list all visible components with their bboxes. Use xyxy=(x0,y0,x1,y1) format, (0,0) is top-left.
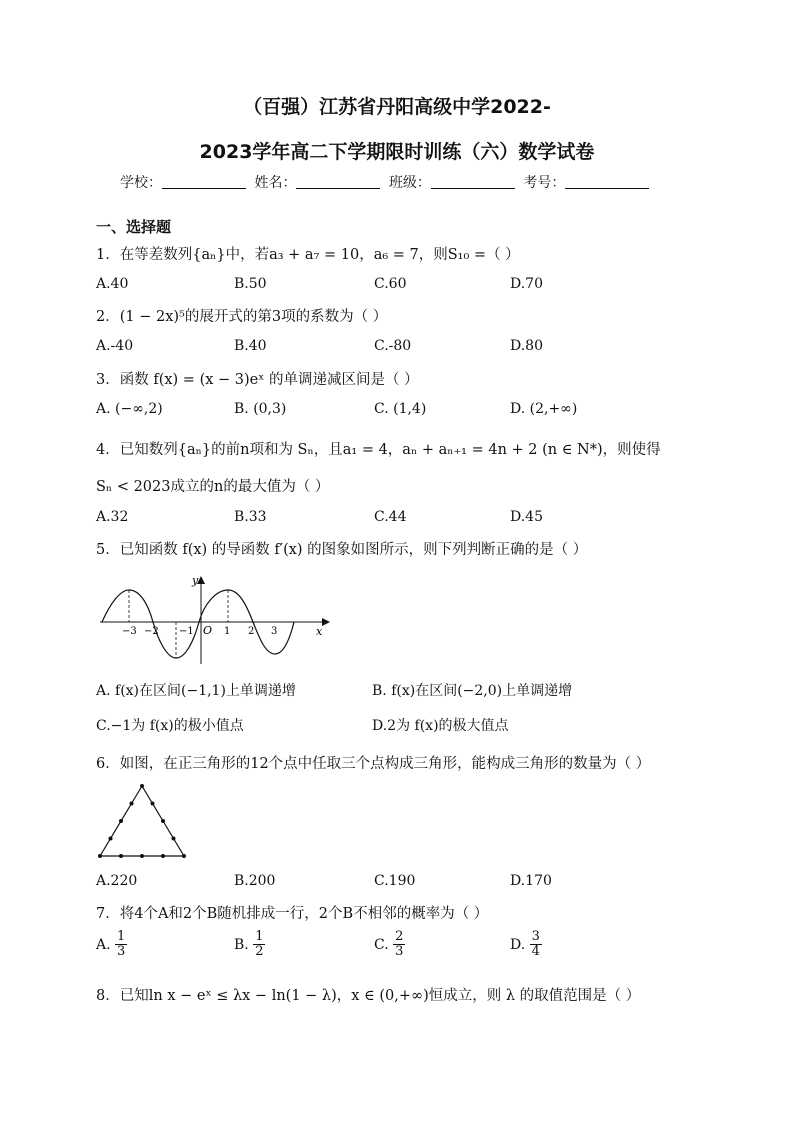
name-blank xyxy=(296,174,380,189)
question-1 xyxy=(96,243,520,264)
triangle-points xyxy=(98,784,186,858)
question-number: 8． xyxy=(96,988,120,1004)
page-title-line2: 2023学年高二下学期限时训练（六）数学试卷 xyxy=(199,141,595,163)
tick-label-2: 2 xyxy=(248,626,255,637)
option-b: B. $\frac{1}{2}$ xyxy=(234,929,264,960)
point xyxy=(130,802,134,806)
y-axis-label: y xyxy=(192,574,199,587)
point xyxy=(140,784,144,788)
question-number: 7． xyxy=(96,906,120,922)
student-info-line xyxy=(120,172,680,192)
section-title: 一、选择题 xyxy=(96,218,172,236)
question-number: 4． xyxy=(96,442,120,458)
option-a: A.40 xyxy=(96,276,129,292)
option-b: B.50 xyxy=(234,276,267,292)
question-7 xyxy=(96,902,488,923)
option-b: B.200 xyxy=(234,873,276,889)
origin-label: O xyxy=(203,624,213,637)
question-text: 已知数列{aₙ}的前n项和为 Sₙ，且a₁ = 4，aₙ + aₙ₊₁ = 4n + 2 (n ∈ N*)，则使得 xyxy=(119,442,661,458)
option-c: C.44 xyxy=(374,509,407,525)
option-b: B. (0,3) xyxy=(234,401,287,417)
point xyxy=(109,837,113,841)
tick-label-minus2: −2 xyxy=(144,626,159,637)
point xyxy=(172,837,176,841)
option-d: D.2为 f(x)的极大值点 xyxy=(372,718,509,734)
point xyxy=(98,854,102,858)
option-a: A.220 xyxy=(96,873,138,889)
school-label: 学校： xyxy=(120,175,162,191)
derivative-curve xyxy=(102,590,294,658)
point xyxy=(182,854,186,858)
option-d: D. (2,+∞) xyxy=(510,401,578,417)
point xyxy=(140,854,144,858)
option-b: B. f(x)在区间(−2,0)上单调递增 xyxy=(372,683,573,699)
question-text: (1 − 2x)⁵的展开式的第3项的系数为（ ） xyxy=(119,309,388,325)
school-blank xyxy=(162,174,246,189)
point xyxy=(119,854,123,858)
question-number: 1． xyxy=(96,247,120,263)
fraction: $\frac{1}{2}$ xyxy=(255,929,264,960)
option-a: A.-40 xyxy=(96,338,134,354)
fraction: $\frac{1}{3}$ xyxy=(117,929,126,960)
question-3 xyxy=(96,368,419,389)
question-text: 将4个A和2个B随机排成一行，2个B不相邻的概率为（ ） xyxy=(119,906,489,922)
question-4-line2: Sₙ < 2023成立的n的最大值为（ ） xyxy=(96,479,330,495)
question-text: 如图，在正三角形的12个点中任取三个点构成三角形，能构成三角形的数量为（ ） xyxy=(119,756,651,772)
x-axis-label: x xyxy=(316,625,323,638)
question-6 xyxy=(96,752,650,773)
option-c: C.-80 xyxy=(374,338,412,354)
option-d: D. $\frac{3}{4}$ xyxy=(510,929,540,960)
question-text: 已知ln x − eˣ ≤ λx − ln(1 − λ)，x ∈ (0,+∞)恒成立，则 λ 的取值范围是（ ） xyxy=(119,988,641,1004)
question-4 xyxy=(96,438,661,459)
question-number: 3． xyxy=(96,372,120,388)
option-b: B.40 xyxy=(234,338,267,354)
derivative-graph-figure xyxy=(96,572,336,668)
question-5 xyxy=(96,538,587,559)
option-c: C. (1,4) xyxy=(374,401,427,417)
point xyxy=(161,819,165,823)
question-number: 2． xyxy=(96,309,120,325)
option-a: A. (−∞,2) xyxy=(96,401,163,417)
page-title-line1: （百强）江苏省丹阳高级中学2022- xyxy=(243,96,551,118)
tick-label-3: 3 xyxy=(271,626,278,637)
option-c: C. $\frac{2}{3}$ xyxy=(374,929,404,960)
option-a: A. $\frac{1}{3}$ xyxy=(96,929,126,960)
question-text: 函数 f(x) = (x − 3)eˣ 的单调递减区间是（ ） xyxy=(119,372,419,388)
option-d: D.45 xyxy=(510,509,543,525)
option-d: D.80 xyxy=(510,338,543,354)
triangle-outline xyxy=(100,786,184,856)
option-c: C.−1为 f(x)的极小值点 xyxy=(96,718,244,734)
question-2 xyxy=(96,305,387,326)
option-c: C.60 xyxy=(374,276,407,292)
question-8 xyxy=(96,984,640,1005)
x-axis-arrow xyxy=(322,618,330,626)
option-d: D.70 xyxy=(510,276,543,292)
tick-label-minus3: −3 xyxy=(122,626,137,637)
tick-label-1: 1 xyxy=(224,626,231,637)
point xyxy=(161,854,165,858)
exam-no-label: 考号： xyxy=(523,175,566,191)
question-number: 6． xyxy=(96,756,120,772)
class-label: 班级： xyxy=(388,175,431,191)
triangle-points-figure xyxy=(94,780,190,862)
option-a: A. f(x)在区间(−1,1)上单调递增 xyxy=(96,683,296,699)
question-text: 在等差数列{aₙ}中，若a₃ + a₇ = 10，a₆ = 7，则S₁₀ =（ ） xyxy=(119,247,520,263)
exam-no-blank xyxy=(565,174,649,189)
point xyxy=(119,819,123,823)
fraction: $\frac{3}{4}$ xyxy=(531,929,540,960)
question-text: 已知函数 f(x) 的导函数 f′(x) 的图象如图所示，则下列判断正确的是（ ） xyxy=(119,542,588,558)
point xyxy=(151,802,155,806)
option-d: D.170 xyxy=(510,873,552,889)
option-a: A.32 xyxy=(96,509,129,525)
class-blank xyxy=(431,174,515,189)
fraction: $\frac{2}{3}$ xyxy=(395,929,404,960)
name-label: 姓名： xyxy=(254,175,297,191)
option-c: C.190 xyxy=(374,873,416,889)
tick-label-minus1: −1 xyxy=(179,626,194,637)
option-b: B.33 xyxy=(234,509,267,525)
question-number: 5． xyxy=(96,542,120,558)
